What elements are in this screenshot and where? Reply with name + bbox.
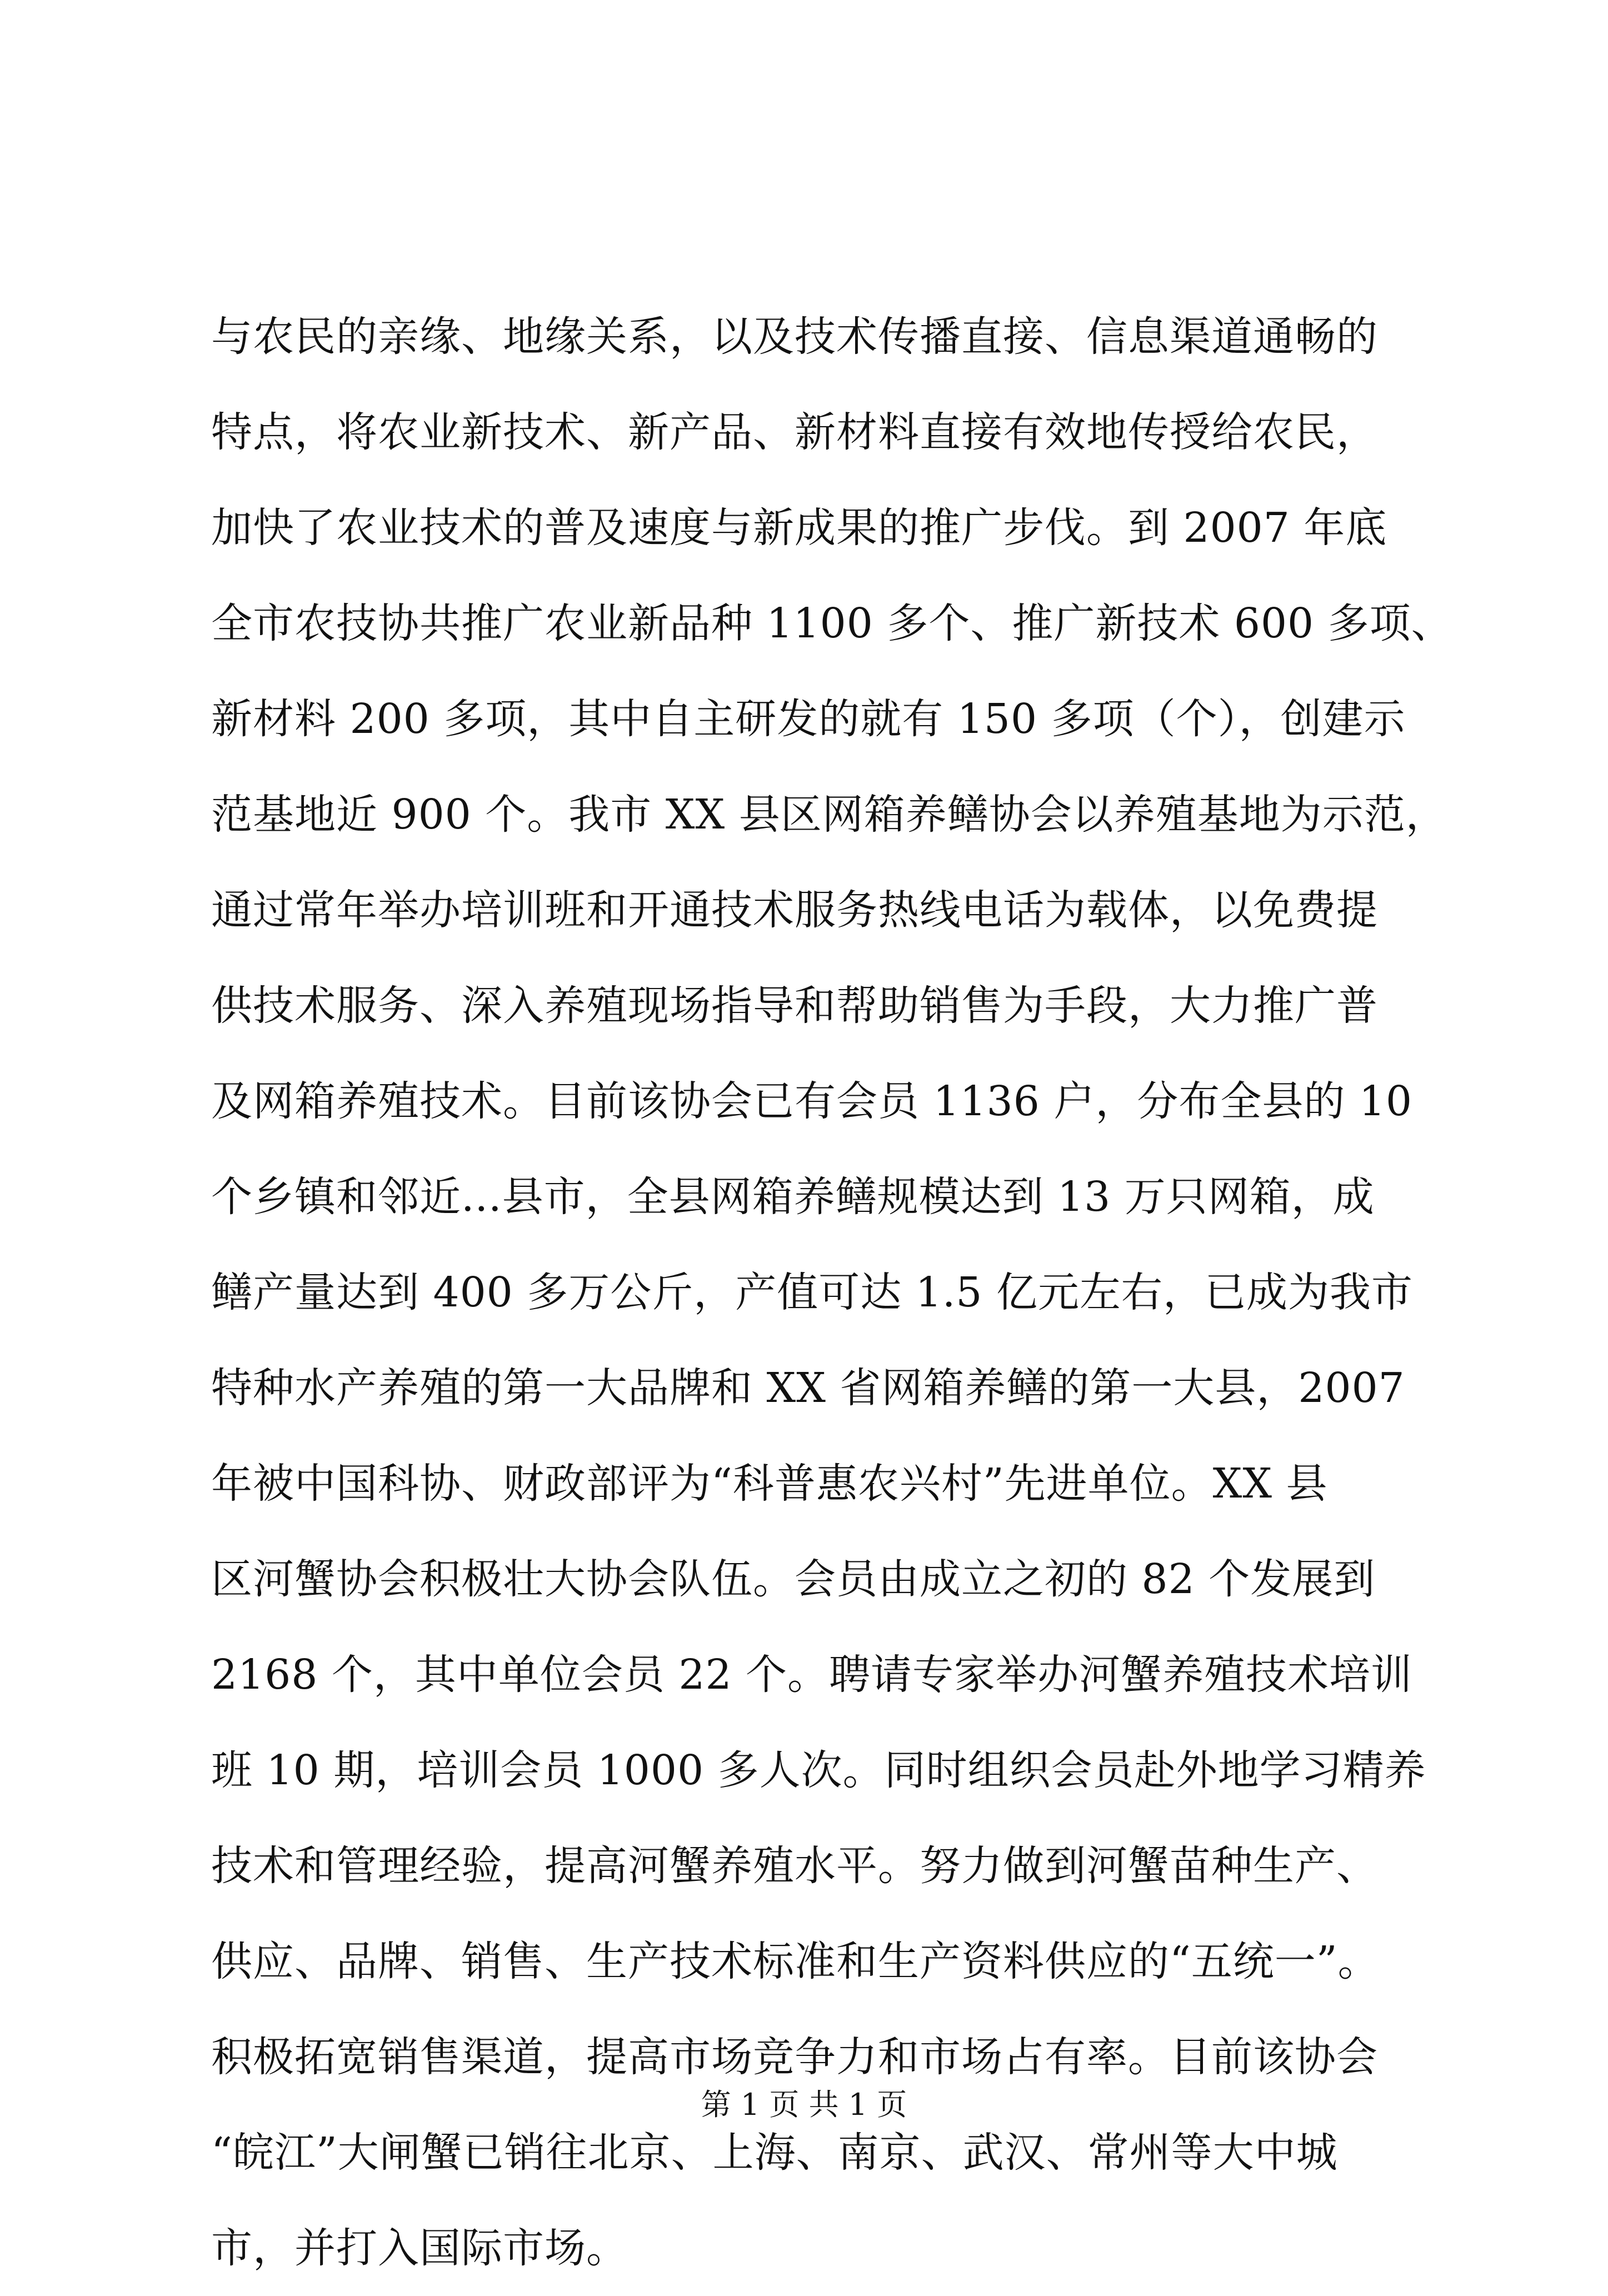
text-line: 鳝产量达到 400 多万公斤，产值可达 1.5 亿元左右，已成为我市 xyxy=(211,1269,1414,1316)
text-line: 积极拓宽销售渠道，提高市场竞争力和市场占有率。目前该协会 xyxy=(211,2033,1378,2081)
text-line: 全市农技协共推广农业新品种 1100 多个、推广新技术 600 多项、 xyxy=(211,600,1453,647)
text-line: 特种水产养殖的第一大品牌和 XX 省网箱养鳝的第一大县，2007 xyxy=(211,1364,1405,1412)
text-line: 加快了农业技术的普及速度与新成果的推广步伐。到 2007 年底 xyxy=(211,504,1387,552)
text-line: 特点，将农业新技术、新产品、新材料直接有效地传授给农民， xyxy=(211,408,1378,456)
text-line: 新材料 200 多项，其中自主研发的就有 150 多项（个），创建示 xyxy=(211,695,1406,743)
text-line: 2168 个，其中单位会员 22 个。聘请专家举办河蟹养殖技术培训 xyxy=(211,1651,1413,1699)
text-line: “皖江”大闸蟹已销往北京、上海、南京、武汉、常州等大中城 xyxy=(211,2129,1338,2177)
text-line: 年被中国科协、财政部评为“科普惠农兴村”先进单位。XX 县 xyxy=(211,1460,1328,1508)
text-line: 与农民的亲缘、地缘关系，以及技术传播直接、信息渠道通畅的 xyxy=(211,313,1378,361)
text-line: 班 10 期，培训会员 1000 多人次。同时组织会员赴外地学习精养 xyxy=(211,1746,1426,1794)
text-line: 范基地近 900 个。我市 XX 县区网箱养鳝协会以养殖基地为示范， xyxy=(211,791,1447,838)
body-paragraph xyxy=(211,289,1453,2296)
text-line: 及网箱养殖技术。目前该协会已有会员 1136 户，分布全县的 10 xyxy=(211,1077,1413,1125)
text-line: 通过常年举办培训班和开通技术服务热线电话为载体，以免费提 xyxy=(211,886,1378,934)
text-line: 个乡镇和邻近...县市，全县网箱养鳝规模达到 13 万只网箱，成 xyxy=(211,1173,1375,1221)
page-footer: 第 1 页 共 1 页 xyxy=(701,2087,907,2122)
text-line: 供应、品牌、销售、生产技术标准和生产资料供应的“五统一”。 xyxy=(211,1938,1380,1985)
text-line: 区河蟹协会积极壮大协会队伍。会员由成立之初的 82 个发展到 xyxy=(211,1555,1376,1603)
text-line: 技术和管理经验，提高河蟹养殖水平。努力做到河蟹苗种生产、 xyxy=(211,1842,1378,1890)
text-line: 供技术服务、深入养殖现场指导和帮助销售为手段，大力推广普 xyxy=(211,982,1378,1030)
text-line: 市，并打入国际市场。 xyxy=(211,2224,628,2272)
